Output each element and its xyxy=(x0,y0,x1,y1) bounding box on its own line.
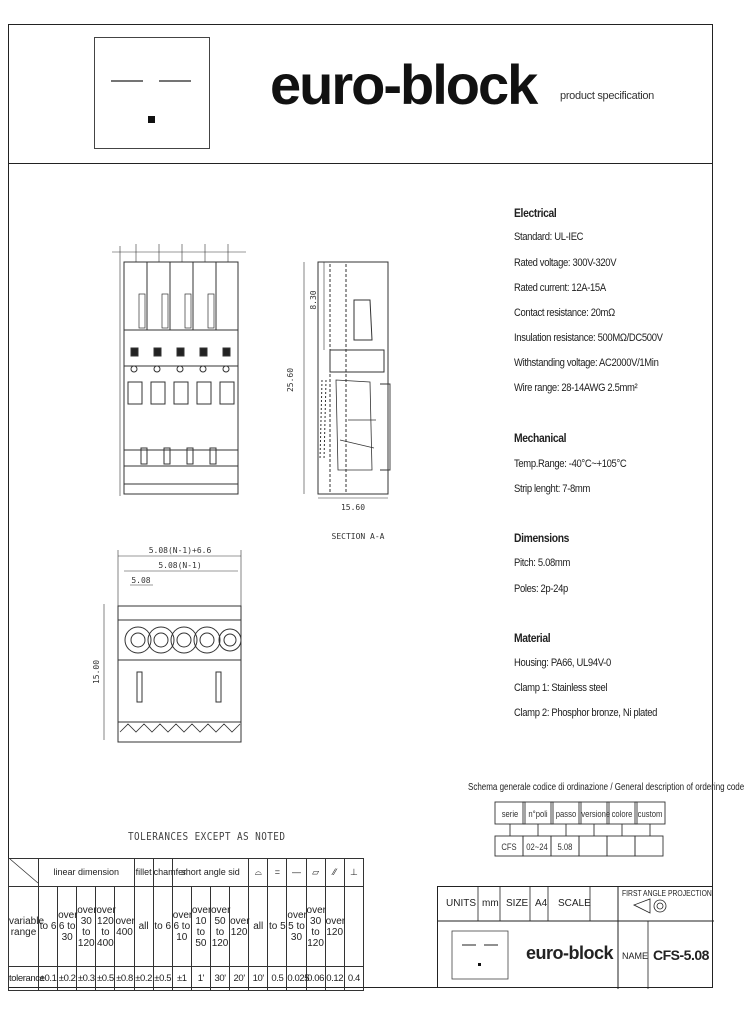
part-number: CFS-5.08 xyxy=(653,947,709,963)
spec-line: Strip lenght: 7-8mm xyxy=(514,483,591,495)
tolerance-cell: ±0.3 xyxy=(77,967,96,991)
title-block-brand: euro-block xyxy=(526,943,614,963)
spec-line: Contact resistance: 20mΩ xyxy=(514,307,615,319)
tolerances-title: TOLERANCES EXCEPT AS NOTED xyxy=(128,830,286,843)
ordering-header: custom xyxy=(637,809,663,819)
tolerance-table xyxy=(8,858,364,991)
ordering-value: 02~24 xyxy=(526,842,548,852)
range-cell: over 120 to 400 xyxy=(96,887,115,967)
perpendicularity-symbol-icon: ⊥ xyxy=(344,859,363,887)
tolerance-cell: ±0.2 xyxy=(58,967,77,991)
title-block xyxy=(437,886,713,988)
top-view xyxy=(104,550,241,742)
dim-total-label: 5.08(N-1)+6.6 xyxy=(148,546,212,555)
range-cell: over 10 to 50 xyxy=(191,887,210,967)
tolerance-cell: ±0.5 xyxy=(153,967,172,991)
tolerance-cell: 0.06 xyxy=(306,967,325,991)
spec-heading-material: Material xyxy=(514,631,551,645)
range-cell: to 6 xyxy=(39,887,58,967)
spec-heading-dimensions: Dimensions xyxy=(514,531,570,545)
tolerance-cell: ±0.5 xyxy=(96,967,115,991)
tolerance-cell: 20' xyxy=(230,967,249,991)
range-cell: over 120 xyxy=(230,887,249,967)
dim-pitch-label: 5.08 xyxy=(131,576,151,585)
range-cell: to 6 xyxy=(153,887,172,967)
spec-line: Clamp 1: Stainless steel xyxy=(514,682,608,694)
section-label: SECTION A-A xyxy=(331,532,385,541)
size-label: SIZE xyxy=(506,898,529,909)
range-cell: all xyxy=(134,887,153,967)
diagonal-icon xyxy=(10,859,38,883)
range-cell: all xyxy=(249,887,268,967)
tolerance-cell: 10' xyxy=(249,967,268,991)
range-cell: over 400 xyxy=(115,887,134,967)
ordering-header: versione xyxy=(581,809,611,819)
table-corner-cell xyxy=(9,859,39,887)
dim-upper-label: 8.30 xyxy=(309,290,318,310)
brand-title: euro-block xyxy=(270,53,537,116)
dim-height-label: 25.60 xyxy=(286,367,295,393)
table-group-header: short angle sid xyxy=(172,859,248,887)
spec-line: Pitch: 5.08mm xyxy=(514,557,570,569)
row-label-range: variable range xyxy=(9,887,39,967)
ordering-header: passo xyxy=(555,809,577,819)
dim-span-label: 5.08(N-1) xyxy=(158,561,202,570)
front-view xyxy=(112,244,246,496)
spec-line: Standard: UL-IEC xyxy=(514,231,584,243)
tolerance-cell: ±0.2 xyxy=(134,967,153,991)
dim-width-label: 15.60 xyxy=(340,503,366,512)
ordering-code-title: Schema generale codice di ordinazione / General description of ordering code xyxy=(468,782,744,793)
tolerance-cell: ±1 xyxy=(172,967,191,991)
name-label: NAME xyxy=(622,951,649,961)
tolerance-cell: 0.025 xyxy=(287,967,306,991)
spec-line: Withstanding voltage: AC2000V/1Min xyxy=(514,357,659,369)
range-cell xyxy=(344,887,363,967)
spec-line: Housing: PA66, UL94V-0 xyxy=(514,657,611,669)
range-cell: over 120 xyxy=(325,887,344,967)
spec-heading-mechanical: Mechanical xyxy=(514,431,567,445)
flatness-symbol-icon: ⌓ xyxy=(249,859,268,887)
ordering-header: serie xyxy=(501,809,519,819)
document-subtitle: product specification xyxy=(560,90,654,102)
ordering-value: CFS xyxy=(501,842,517,852)
tolerance-cell: ±0.8 xyxy=(115,967,134,991)
tolerance-cell: ±0.1 xyxy=(39,967,58,991)
range-cell: over 30 to 120 xyxy=(306,887,325,967)
range-cell: over 30 to 120 xyxy=(77,887,96,967)
table-group-header: linear dimension xyxy=(39,859,135,887)
tolerance-cell: 0.12 xyxy=(325,967,344,991)
units-value: mm xyxy=(482,898,499,909)
straightness-symbol-icon: — xyxy=(287,859,306,887)
spec-line: Temp.Range: -40°C~+105°C xyxy=(514,458,627,470)
range-cell: over 6 to 10 xyxy=(172,887,191,967)
spec-heading-electrical: Electrical xyxy=(514,206,557,220)
scale-label: SCALE xyxy=(558,898,591,909)
range-cell: over 6 to 30 xyxy=(58,887,77,967)
spec-line: Rated current: 12A-15A xyxy=(514,282,606,294)
symmetry-symbol-icon: = xyxy=(268,859,287,887)
projection-label: FIRST ANGLE PROJECTION xyxy=(622,889,712,898)
dim-side-label: 15.00 xyxy=(92,659,101,685)
tolerance-cell: 1' xyxy=(191,967,210,991)
parallelism-symbol-icon: ⁄⁄ xyxy=(325,859,344,887)
flatness-box-symbol-icon: ▱ xyxy=(306,859,325,887)
ordering-header: n°poli xyxy=(528,809,548,819)
range-cell: over 50 to 120 xyxy=(210,887,229,967)
table-group-header: fillet xyxy=(134,859,153,887)
row-label-tolerance: tolerance xyxy=(9,967,39,991)
tolerance-cell: 0.5 xyxy=(268,967,287,991)
tolerance-cell: 30' xyxy=(210,967,229,991)
range-cell: over 5 to 30 xyxy=(287,887,306,967)
spec-line: Clamp 2: Phosphor bronze, Ni plated xyxy=(514,707,658,719)
spec-line: Wire range: 28-14AWG 2.5mm² xyxy=(514,382,638,394)
spec-line: Poles: 2p-24p xyxy=(514,583,568,595)
tolerance-cell: 0.4 xyxy=(344,967,363,991)
size-value: A4 xyxy=(535,898,548,909)
units-label: UNITS xyxy=(446,898,476,909)
range-cell: to 5 xyxy=(268,887,287,967)
spec-line: Insulation resistance: 500MΩ/DC500V xyxy=(514,332,663,344)
ordering-value: 5.08 xyxy=(557,842,573,852)
ordering-header: colore xyxy=(611,809,633,819)
spec-line: Rated voltage: 300V-320V xyxy=(514,257,617,269)
table-group-header: chamfer xyxy=(153,859,172,887)
